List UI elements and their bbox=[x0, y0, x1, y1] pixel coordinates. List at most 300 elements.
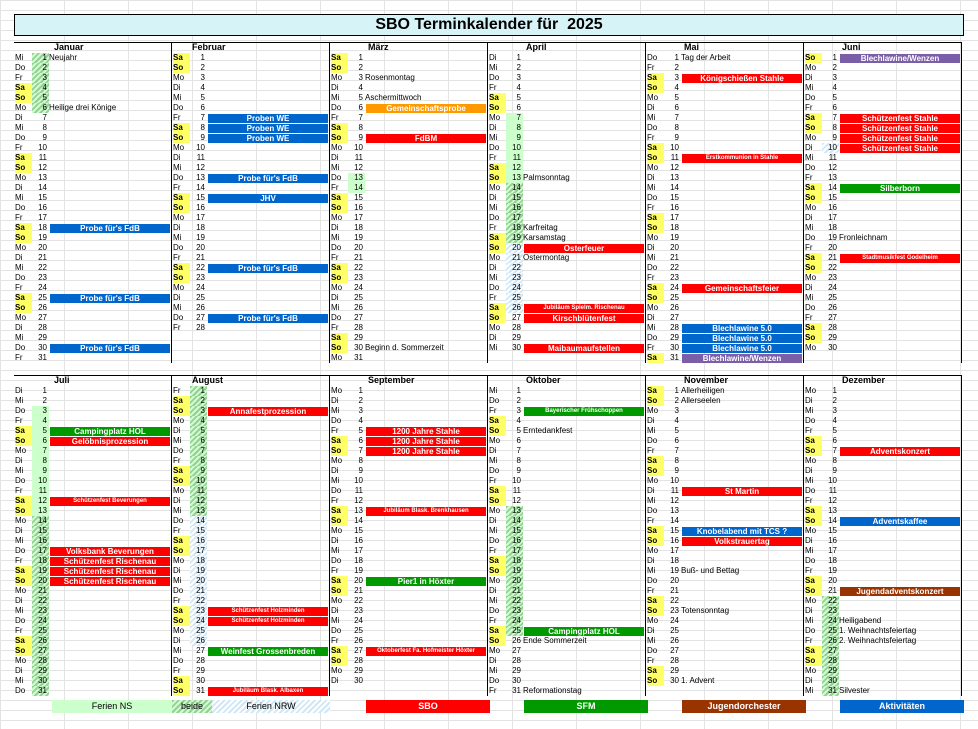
day-number: 20 bbox=[828, 576, 837, 585]
weekday-label: Mo bbox=[173, 556, 185, 565]
weekday-label: Mo bbox=[805, 526, 817, 535]
day-row bbox=[804, 456, 961, 466]
weekday-label: Mo bbox=[489, 506, 501, 515]
day-row bbox=[172, 253, 329, 263]
day-number: 18 bbox=[670, 223, 679, 232]
event-bar[interactable]: Probe für's FdB bbox=[208, 174, 328, 183]
weekday-label: Di bbox=[15, 456, 23, 465]
weekday-label: Sa bbox=[489, 626, 506, 636]
holiday-note: Heilige drei Könige bbox=[49, 103, 117, 112]
day-number: 19 bbox=[32, 566, 49, 576]
event-bar[interactable]: Jubiläum Spielm. Rischenau bbox=[524, 304, 644, 313]
weekday-label: Sa bbox=[15, 293, 32, 303]
event-bar[interactable]: Maibaumaufstellen bbox=[524, 344, 644, 353]
weekday-label: Fr bbox=[647, 133, 655, 142]
event-bar[interactable]: Schützenfest Stahle bbox=[840, 114, 960, 123]
day-row bbox=[646, 666, 803, 676]
event-bar[interactable]: Adventskaffee bbox=[840, 517, 960, 526]
day-row bbox=[330, 163, 487, 173]
day-row bbox=[330, 566, 487, 576]
day-row bbox=[646, 173, 803, 183]
event-bar[interactable]: Campingplatz HOL bbox=[524, 627, 644, 636]
day-number: 20 bbox=[354, 243, 363, 252]
weekday-label: So bbox=[489, 313, 506, 323]
day-number: 29 bbox=[196, 666, 205, 675]
month-header-oktober: Oktober bbox=[526, 375, 561, 385]
day-number: 6 bbox=[832, 103, 837, 112]
weekday-label: Mo bbox=[331, 283, 343, 292]
weekday-label: Sa bbox=[647, 386, 664, 396]
weekday-label: Mi bbox=[173, 646, 182, 655]
day-row bbox=[330, 73, 487, 83]
weekday-label: Mo bbox=[805, 343, 817, 352]
event-bar[interactable]: Gelöbnisprozession bbox=[50, 437, 170, 446]
day-number: 25 bbox=[506, 626, 523, 636]
day-row bbox=[172, 273, 329, 283]
day-number: 25 bbox=[32, 626, 49, 636]
weekday-label: So bbox=[173, 686, 190, 696]
day-row bbox=[330, 273, 487, 283]
day-row bbox=[804, 506, 961, 516]
weekday-label: So bbox=[15, 93, 32, 103]
weekday-label: Mi bbox=[489, 526, 498, 535]
day-number: 31 bbox=[196, 686, 205, 695]
event-bar[interactable]: Volkstrauertag bbox=[682, 537, 802, 546]
event-bar[interactable]: 1200 Jahre Stahle bbox=[366, 447, 486, 456]
event-bar[interactable]: JHV bbox=[208, 194, 328, 203]
event-bar[interactable]: Königschießen Stahle bbox=[682, 74, 802, 83]
day-number: 5 bbox=[832, 93, 837, 102]
day-row bbox=[804, 586, 961, 596]
day-number: 30 bbox=[354, 343, 363, 352]
day-number: 15 bbox=[506, 526, 523, 536]
day-row bbox=[172, 406, 329, 416]
weekday-label: Do bbox=[489, 396, 500, 405]
day-row bbox=[172, 576, 329, 586]
event-bar[interactable]: Gemeinschaftsprobe bbox=[366, 104, 486, 113]
day-number: 2 bbox=[832, 396, 837, 405]
day-row bbox=[330, 143, 487, 153]
event-bar[interactable]: Schützenfest Rischenau bbox=[50, 567, 170, 576]
event-bar[interactable]: Campingplatz HOL bbox=[50, 427, 170, 436]
weekday-label: Mi bbox=[331, 406, 340, 415]
weekday-label: Do bbox=[647, 646, 658, 655]
event-bar[interactable]: Jugendadventskonzert bbox=[840, 587, 960, 596]
day-row bbox=[14, 103, 171, 113]
event-bar[interactable]: St Martin bbox=[682, 487, 802, 496]
day-row bbox=[14, 576, 171, 586]
day-number: 8 bbox=[832, 123, 837, 132]
day-number: 27 bbox=[512, 646, 521, 655]
day-row bbox=[804, 596, 961, 606]
weekday-label: Sa bbox=[489, 93, 506, 103]
day-row bbox=[172, 446, 329, 456]
weekday-label: So bbox=[15, 163, 32, 173]
day-number: 22 bbox=[828, 263, 837, 272]
day-number: 29 bbox=[822, 666, 839, 676]
day-number: 20 bbox=[32, 576, 49, 586]
weekday-label: Fr bbox=[331, 426, 339, 435]
day-number: 5 bbox=[358, 93, 363, 102]
day-number: 20 bbox=[506, 243, 523, 253]
day-number: 24 bbox=[506, 616, 523, 626]
day-number: 21 bbox=[670, 253, 679, 262]
day-row bbox=[330, 173, 487, 183]
day-number: 8 bbox=[358, 456, 363, 465]
weekday-label: Mi bbox=[15, 193, 24, 202]
day-number: 22 bbox=[354, 263, 363, 272]
day-row bbox=[488, 173, 645, 183]
weekday-label: Mo bbox=[15, 656, 27, 665]
day-number: 15 bbox=[190, 526, 207, 536]
event-bar[interactable]: Volksbank Beverungen bbox=[50, 547, 170, 556]
weekday-label: Mo bbox=[805, 273, 817, 282]
day-row bbox=[804, 93, 961, 103]
day-row bbox=[646, 273, 803, 283]
day-row bbox=[646, 233, 803, 243]
day-row bbox=[646, 53, 803, 63]
day-number: 25 bbox=[828, 293, 837, 302]
day-number: 27 bbox=[822, 646, 839, 656]
event-bar[interactable]: Schützenfest Rischenau bbox=[50, 577, 170, 586]
day-number: 17 bbox=[354, 546, 363, 555]
day-row bbox=[646, 496, 803, 506]
weekday-label: Mo bbox=[15, 103, 27, 112]
day-number: 30 bbox=[38, 343, 47, 352]
holiday-note: Allerheiligen bbox=[681, 386, 725, 395]
weekday-label: So bbox=[331, 586, 348, 596]
month-column-januar bbox=[14, 53, 171, 363]
weekday-label: Di bbox=[805, 676, 813, 685]
day-number: 31 bbox=[32, 686, 49, 696]
event-bar[interactable]: Schützenfest Beverungen bbox=[50, 497, 170, 506]
event-bar[interactable]: Probe für's FdB bbox=[50, 294, 170, 303]
day-number: 17 bbox=[670, 546, 679, 555]
weekday-label: Fr bbox=[331, 113, 339, 122]
weekday-label: So bbox=[173, 476, 190, 486]
day-number: 19 bbox=[506, 566, 523, 576]
weekday-label: Sa bbox=[805, 436, 822, 446]
day-number: 13 bbox=[670, 173, 679, 182]
day-row bbox=[646, 123, 803, 133]
weekday-label: Sa bbox=[173, 193, 190, 203]
day-row bbox=[14, 203, 171, 213]
event-bar[interactable]: Silberborn bbox=[840, 184, 960, 193]
day-row bbox=[488, 193, 645, 203]
day-number: 22 bbox=[196, 263, 205, 272]
event-bar[interactable]: Probe für's FdB bbox=[208, 314, 328, 323]
event-bar[interactable]: Blechlawine 5.0 bbox=[682, 344, 802, 353]
day-number: 28 bbox=[512, 656, 521, 665]
event-bar[interactable]: Blechlawine/Wenzen bbox=[840, 54, 960, 63]
weekday-label: Di bbox=[331, 396, 339, 405]
weekday-label: Do bbox=[15, 546, 26, 555]
event-bar[interactable]: Blechlawine 5.0 bbox=[682, 334, 802, 343]
day-number: 23 bbox=[354, 273, 363, 282]
holiday-note: Ostermontag bbox=[523, 253, 570, 262]
weekday-label: Fr bbox=[805, 103, 813, 112]
event-bar[interactable]: Stadtmusikfest Godelheim bbox=[840, 254, 960, 263]
day-row bbox=[646, 536, 803, 546]
day-number: 11 bbox=[670, 486, 679, 495]
day-number: 22 bbox=[822, 596, 839, 606]
weekday-label: Do bbox=[489, 536, 500, 545]
weekday-label: So bbox=[15, 303, 32, 313]
month-header-februar: Februar bbox=[192, 42, 226, 52]
holiday-note: Rosenmontag bbox=[365, 73, 415, 82]
event-bar[interactable]: Schützenfest Holzminden bbox=[208, 607, 328, 616]
day-number: 27 bbox=[38, 313, 47, 322]
weekday-label: Mi bbox=[489, 203, 498, 212]
calendar-title: SBO Terminkalender für 2025 bbox=[14, 14, 964, 36]
day-row bbox=[804, 283, 961, 293]
weekday-label: Fr bbox=[15, 626, 23, 635]
event-bar[interactable]: Schützenfest Stahle bbox=[840, 124, 960, 133]
day-row bbox=[172, 666, 329, 676]
event-bar[interactable]: Adventskonzert bbox=[840, 447, 960, 456]
day-number: 15 bbox=[354, 193, 363, 202]
weekday-label: Do bbox=[647, 263, 658, 272]
day-row bbox=[488, 526, 645, 536]
day-number: 3 bbox=[674, 406, 679, 415]
weekday-label: Mo bbox=[331, 213, 343, 222]
weekday-label: Do bbox=[647, 53, 658, 62]
event-bar[interactable]: Annafestprozession bbox=[208, 407, 328, 416]
weekday-label: Fr bbox=[805, 426, 813, 435]
weekday-label: Mi bbox=[15, 676, 24, 685]
event-bar[interactable]: Erstkommunion in Stahle bbox=[682, 154, 802, 163]
event-bar[interactable]: Schützenfest Stahle bbox=[840, 144, 960, 153]
weekday-label: So bbox=[805, 516, 822, 526]
event-bar[interactable]: 1200 Jahre Stahle bbox=[366, 427, 486, 436]
day-number: 9 bbox=[42, 133, 47, 142]
day-row bbox=[804, 333, 961, 343]
weekday-label: Di bbox=[489, 123, 497, 132]
day-row bbox=[488, 626, 645, 636]
day-row bbox=[488, 506, 645, 516]
day-number: 19 bbox=[828, 566, 837, 575]
day-row bbox=[14, 213, 171, 223]
day-number: 4 bbox=[516, 83, 521, 92]
day-number: 23 bbox=[354, 606, 363, 615]
weekday-label: Fr bbox=[331, 566, 339, 575]
weekday-label: Di bbox=[647, 173, 655, 182]
weekday-label: Mo bbox=[489, 576, 501, 585]
weekday-label: Mo bbox=[805, 386, 817, 395]
day-number: 24 bbox=[670, 616, 679, 625]
weekday-label: Do bbox=[15, 63, 26, 72]
day-row bbox=[488, 223, 645, 233]
weekday-label: Do bbox=[173, 103, 184, 112]
weekday-label: Di bbox=[805, 213, 813, 222]
day-row bbox=[804, 386, 961, 396]
day-number: 5 bbox=[190, 426, 207, 436]
day-row bbox=[14, 486, 171, 496]
day-number: 25 bbox=[354, 293, 363, 302]
weekday-label: Mo bbox=[647, 546, 659, 555]
day-row bbox=[172, 103, 329, 113]
weekday-label: Do bbox=[489, 143, 500, 152]
weekday-label: Mo bbox=[805, 666, 817, 675]
day-row bbox=[14, 426, 171, 436]
event-bar[interactable]: Schützenfest Holzminden bbox=[208, 617, 328, 626]
day-number: 4 bbox=[516, 416, 521, 425]
weekday-label: Sa bbox=[647, 456, 664, 466]
day-number: 24 bbox=[670, 283, 679, 292]
weekday-label: Sa bbox=[15, 496, 32, 506]
weekday-label: Di bbox=[331, 536, 339, 545]
weekday-label: Di bbox=[173, 636, 181, 645]
day-number: 17 bbox=[32, 546, 49, 556]
event-bar[interactable]: Bayerischer Frühschoppen bbox=[524, 407, 644, 416]
day-number: 19 bbox=[670, 233, 679, 242]
day-number: 8 bbox=[506, 123, 523, 133]
day-row bbox=[172, 93, 329, 103]
day-number: 9 bbox=[674, 466, 679, 475]
weekday-label: Mo bbox=[647, 476, 659, 485]
month-header-april: April bbox=[526, 42, 547, 52]
day-number: 10 bbox=[32, 476, 49, 486]
header-line bbox=[14, 42, 962, 54]
day-row bbox=[172, 83, 329, 93]
weekday-label: Do bbox=[173, 586, 184, 595]
weekday-label: Mi bbox=[331, 476, 340, 485]
day-row bbox=[488, 606, 645, 616]
event-bar[interactable]: 1200 Jahre Stahle bbox=[366, 437, 486, 446]
weekday-label: Mo bbox=[805, 203, 817, 212]
day-row bbox=[488, 636, 645, 646]
event-bar[interactable]: Jubiläum Blask. Brenkhausen bbox=[366, 507, 486, 516]
weekday-label: Mo bbox=[647, 616, 659, 625]
day-row bbox=[804, 526, 961, 536]
weekday-label: Sa bbox=[15, 636, 32, 646]
event-bar[interactable]: Proben WE bbox=[208, 134, 328, 143]
weekday-label: Mi bbox=[647, 113, 656, 122]
day-row bbox=[14, 556, 171, 566]
day-row bbox=[330, 313, 487, 323]
holiday-note: Ende Sommerzeit bbox=[523, 636, 587, 645]
day-number: 5 bbox=[32, 93, 49, 103]
day-number: 3 bbox=[358, 73, 363, 82]
event-bar[interactable]: Weinfest Grossenbreden bbox=[208, 647, 328, 656]
event-bar[interactable]: Schützenfest Stahle bbox=[840, 134, 960, 143]
weekday-label: Mi bbox=[647, 253, 656, 262]
day-number: 23 bbox=[190, 606, 207, 616]
weekday-label: Do bbox=[805, 163, 816, 172]
day-number: 12 bbox=[506, 163, 523, 173]
day-number: 24 bbox=[506, 283, 523, 293]
weekday-label: Fr bbox=[15, 73, 23, 82]
day-row bbox=[14, 353, 171, 363]
day-row bbox=[488, 586, 645, 596]
day-number: 3 bbox=[32, 73, 49, 83]
event-bar[interactable]: Schützenfest Rischenau bbox=[50, 557, 170, 566]
weekday-label: Do bbox=[647, 193, 658, 202]
weekday-label: Mo bbox=[173, 143, 185, 152]
event-bar[interactable]: Probe für's FdB bbox=[50, 344, 170, 353]
day-row bbox=[646, 676, 803, 686]
weekday-label: Mo bbox=[647, 163, 659, 172]
day-row bbox=[488, 83, 645, 93]
day-row bbox=[804, 83, 961, 93]
day-number: 23 bbox=[670, 606, 679, 615]
legend-ferien-ns: Ferien NS bbox=[52, 700, 172, 713]
day-number: 16 bbox=[196, 203, 205, 212]
event-bar[interactable]: Gemeinschaftsfeier bbox=[682, 284, 802, 293]
day-number: 16 bbox=[828, 536, 837, 545]
weekday-label: Fr bbox=[647, 656, 655, 665]
day-number: 9 bbox=[832, 466, 837, 475]
weekday-label: Do bbox=[805, 626, 816, 635]
event-bar[interactable]: Blechlawine/Wenzen bbox=[682, 354, 802, 363]
event-bar[interactable]: Jubiläum Blask. Albaxen bbox=[208, 687, 328, 696]
event-bar[interactable]: Blechlawine 5.0 bbox=[682, 324, 802, 333]
event-bar[interactable]: FdBM bbox=[366, 134, 486, 143]
day-row bbox=[646, 526, 803, 536]
weekday-label: Do bbox=[173, 656, 184, 665]
day-number: 1 bbox=[674, 53, 679, 62]
day-number: 2 bbox=[832, 63, 837, 72]
day-row bbox=[14, 626, 171, 636]
day-row bbox=[804, 556, 961, 566]
day-number: 23 bbox=[32, 606, 49, 616]
holiday-note: 1. Weihnachtsfeiertag bbox=[839, 626, 917, 635]
event-bar[interactable]: Proben WE bbox=[208, 114, 328, 123]
event-bar[interactable]: Knobelabend mit TCS ? bbox=[682, 527, 802, 536]
event-bar[interactable]: Oktoberfest Fa. Hofmeister Höxter bbox=[366, 647, 486, 656]
day-row bbox=[14, 193, 171, 203]
day-row bbox=[488, 213, 645, 223]
day-number: 16 bbox=[38, 203, 47, 212]
weekday-label: Sa bbox=[489, 556, 506, 566]
day-row bbox=[488, 676, 645, 686]
weekday-label: Sa bbox=[489, 416, 506, 426]
day-number: 29 bbox=[670, 333, 679, 342]
weekday-label: Fr bbox=[489, 546, 497, 555]
day-number: 8 bbox=[674, 456, 679, 465]
day-row bbox=[14, 263, 171, 273]
day-row bbox=[172, 396, 329, 406]
day-number: 19 bbox=[506, 233, 523, 243]
event-bar[interactable]: Probe für's FdB bbox=[208, 264, 328, 273]
day-row bbox=[804, 153, 961, 163]
day-row bbox=[330, 486, 487, 496]
day-row bbox=[488, 343, 645, 353]
event-bar[interactable]: Pier1 in Höxter bbox=[366, 577, 486, 586]
day-number: 30 bbox=[670, 676, 679, 685]
weekday-label: So bbox=[173, 63, 190, 73]
day-row bbox=[330, 63, 487, 73]
day-number: 27 bbox=[670, 313, 679, 322]
event-bar[interactable]: Proben WE bbox=[208, 124, 328, 133]
weekday-label: Sa bbox=[647, 666, 664, 676]
day-number: 18 bbox=[354, 223, 363, 232]
day-number: 27 bbox=[354, 313, 363, 322]
weekday-label: Di bbox=[647, 486, 655, 495]
day-row bbox=[330, 303, 487, 313]
day-row bbox=[172, 233, 329, 243]
weekday-label: So bbox=[331, 656, 348, 666]
weekday-label: Fr bbox=[173, 113, 181, 122]
day-number: 2 bbox=[516, 396, 521, 405]
day-row bbox=[330, 203, 487, 213]
event-bar[interactable]: Kirschblütenfest bbox=[524, 314, 644, 323]
day-number: 7 bbox=[674, 446, 679, 455]
event-bar[interactable]: Osterfeuer bbox=[524, 244, 644, 253]
weekday-label: Fr bbox=[489, 223, 497, 232]
weekday-label: Fr bbox=[805, 173, 813, 182]
event-bar[interactable]: Probe für's FdB bbox=[50, 224, 170, 233]
